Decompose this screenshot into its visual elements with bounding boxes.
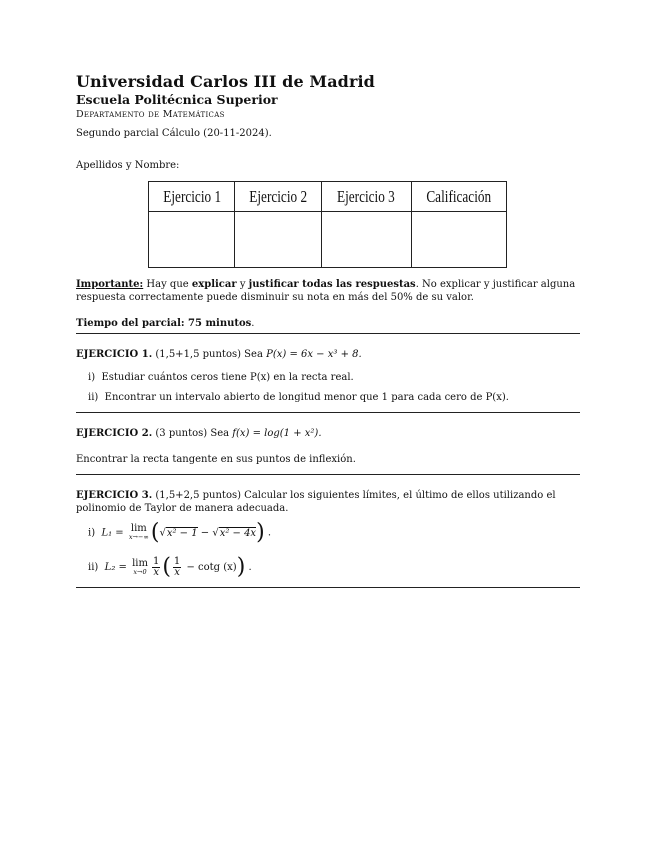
fraction: $\frac{1}{x}$ <box>152 556 160 578</box>
limit-operator: lim x→0 <box>132 557 148 576</box>
divider <box>76 333 580 334</box>
grade-table <box>148 181 507 268</box>
grade-header-ej3: Ejercicio 3 <box>331 182 401 212</box>
grade-header-ej2: Ejercicio 2 <box>244 182 311 212</box>
exam-title: Segundo parcial Cálculo (20-11-2024). <box>76 128 272 139</box>
divider <box>76 587 580 588</box>
grade-cell-ej2 <box>235 212 321 268</box>
exercise-1-statement: EJERCICIO 1. (1,5+1,5 puntos) Sea P(x) = 6x − x³ + 8. <box>76 349 362 360</box>
grade-header-calificacion: Calificación <box>422 182 496 212</box>
exercise-3-item-i: i) L₁ = lim x→−∞ (√x² − 1 − √x² − 4x) . <box>88 520 272 545</box>
exercise-1-item-ii: ii) Encontrar un intervalo abierto de longitud menor que 1 para cada cero de P(x). <box>88 392 509 403</box>
limit-operator: lim x→−∞ <box>128 523 149 541</box>
fraction: $\frac{1}{x}$ <box>173 556 181 578</box>
grade-table-score-row <box>149 212 507 268</box>
divider <box>76 412 580 413</box>
grade-table-header-row <box>149 182 507 212</box>
time-limit: Tiempo del parcial: 75 minutos. <box>76 318 255 329</box>
school-name: Escuela Politécnica Superior <box>76 92 278 107</box>
grade-cell-calificacion <box>411 212 506 268</box>
grade-cell-ej3 <box>321 212 411 268</box>
department-name: Departamento de Matemáticas <box>76 109 225 120</box>
exercise-3-statement: EJERCICIO 3. (1,5+2,5 puntos) Calcular los siguientes límites, el último de ellos utilizando el polinomio de Taylor de manera adecuada. <box>76 490 556 514</box>
name-label: Apellidos y Nombre: <box>76 160 180 171</box>
importante-label: Importante: <box>76 279 144 290</box>
university-name: Universidad Carlos III de Madrid <box>76 72 375 91</box>
exercise-2-statement: EJERCICIO 2. (3 puntos) Sea f(x) = log(1 + x²). <box>76 428 322 439</box>
divider <box>76 474 580 475</box>
exercise-1-item-i: i) Estudiar cuántos ceros tiene P(x) en la recta real. <box>88 372 354 383</box>
grade-header-ej1: Ejercicio 1 <box>158 182 225 212</box>
instructions-paragraph: Importante: Hay que explicar y justificar todas las respuestas. No explicar y justificar alguna respuesta correctamente puede disminuir su nota en más del 50% de su valor. <box>76 279 576 303</box>
grade-cell-ej1 <box>149 212 235 268</box>
exercise-3-item-ii: ii) L₂ = lim x→0 $\frac{1}{x}$ ( $\frac{1}{x}$ − cotg (x)) . <box>88 554 252 580</box>
exercise-2-task: Encontrar la recta tangente en sus puntos de inflexión. <box>76 454 356 465</box>
